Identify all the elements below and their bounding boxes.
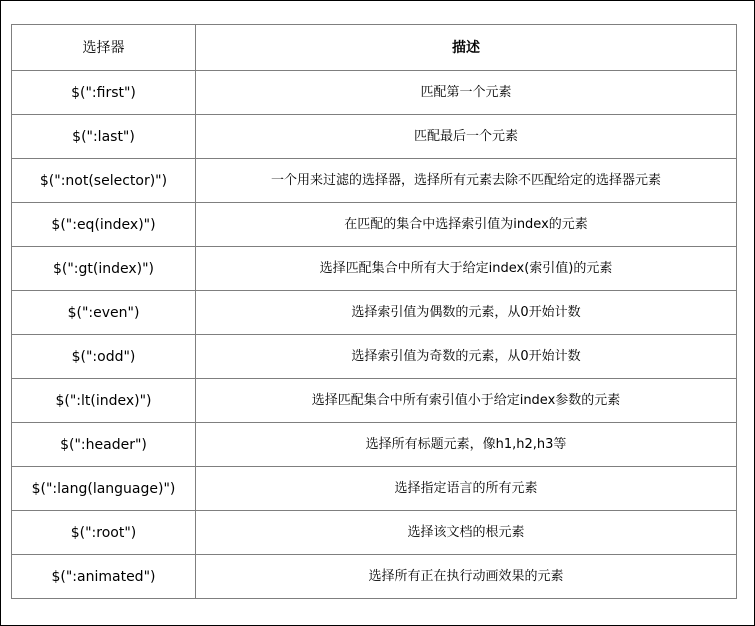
description-cell: 选择所有正在执行动画效果的元素 [196, 555, 737, 599]
selector-cell: $(":animated") [12, 555, 196, 599]
selector-cell: $(":eq(index)") [12, 203, 196, 247]
selector-cell: $(":first") [12, 71, 196, 115]
table-row [12, 511, 737, 555]
table-row [12, 555, 737, 599]
selector-cell: $(":not(selector)") [12, 159, 196, 203]
header-selector: 选择器 [12, 25, 196, 71]
selector-cell: $(":last") [12, 115, 196, 159]
description-cell: 选择所有标题元素，像h1,h2,h3等 [196, 423, 737, 467]
table-row [12, 203, 737, 247]
selector-cell: $(":lt(index)") [12, 379, 196, 423]
table-row [12, 467, 737, 511]
selector-table [11, 24, 737, 599]
table-row [12, 379, 737, 423]
description-cell: 选择匹配集合中所有索引值小于给定index参数的元素 [196, 379, 737, 423]
table-row [12, 159, 737, 203]
description-cell: 匹配第一个元素 [196, 71, 737, 115]
description-cell: 选择索引值为偶数的元素，从0开始计数 [196, 291, 737, 335]
table-row [12, 291, 737, 335]
table-row [12, 335, 737, 379]
table-row [12, 247, 737, 291]
table-row [12, 71, 737, 115]
table-header-row [12, 25, 737, 71]
description-cell: 匹配最后一个元素 [196, 115, 737, 159]
description-cell: 选择指定语言的所有元素 [196, 467, 737, 511]
selector-cell: $(":gt(index)") [12, 247, 196, 291]
description-cell: 选择匹配集合中所有大于给定index(索引值)的元素 [196, 247, 737, 291]
selector-cell: $(":root") [12, 511, 196, 555]
description-cell: 选择该文档的根元素 [196, 511, 737, 555]
header-description: 描述 [196, 25, 737, 71]
description-cell: 在匹配的集合中选择索引值为index的元素 [196, 203, 737, 247]
selector-cell: $(":even") [12, 291, 196, 335]
selector-cell: $(":header") [12, 423, 196, 467]
description-cell: 一个用来过滤的选择器，选择所有元素去除不匹配给定的选择器元素 [196, 159, 737, 203]
table-row [12, 115, 737, 159]
selector-cell: $(":odd") [12, 335, 196, 379]
description-cell: 选择索引值为奇数的元素，从0开始计数 [196, 335, 737, 379]
table-row [12, 423, 737, 467]
selector-cell: $(":lang(language)") [12, 467, 196, 511]
